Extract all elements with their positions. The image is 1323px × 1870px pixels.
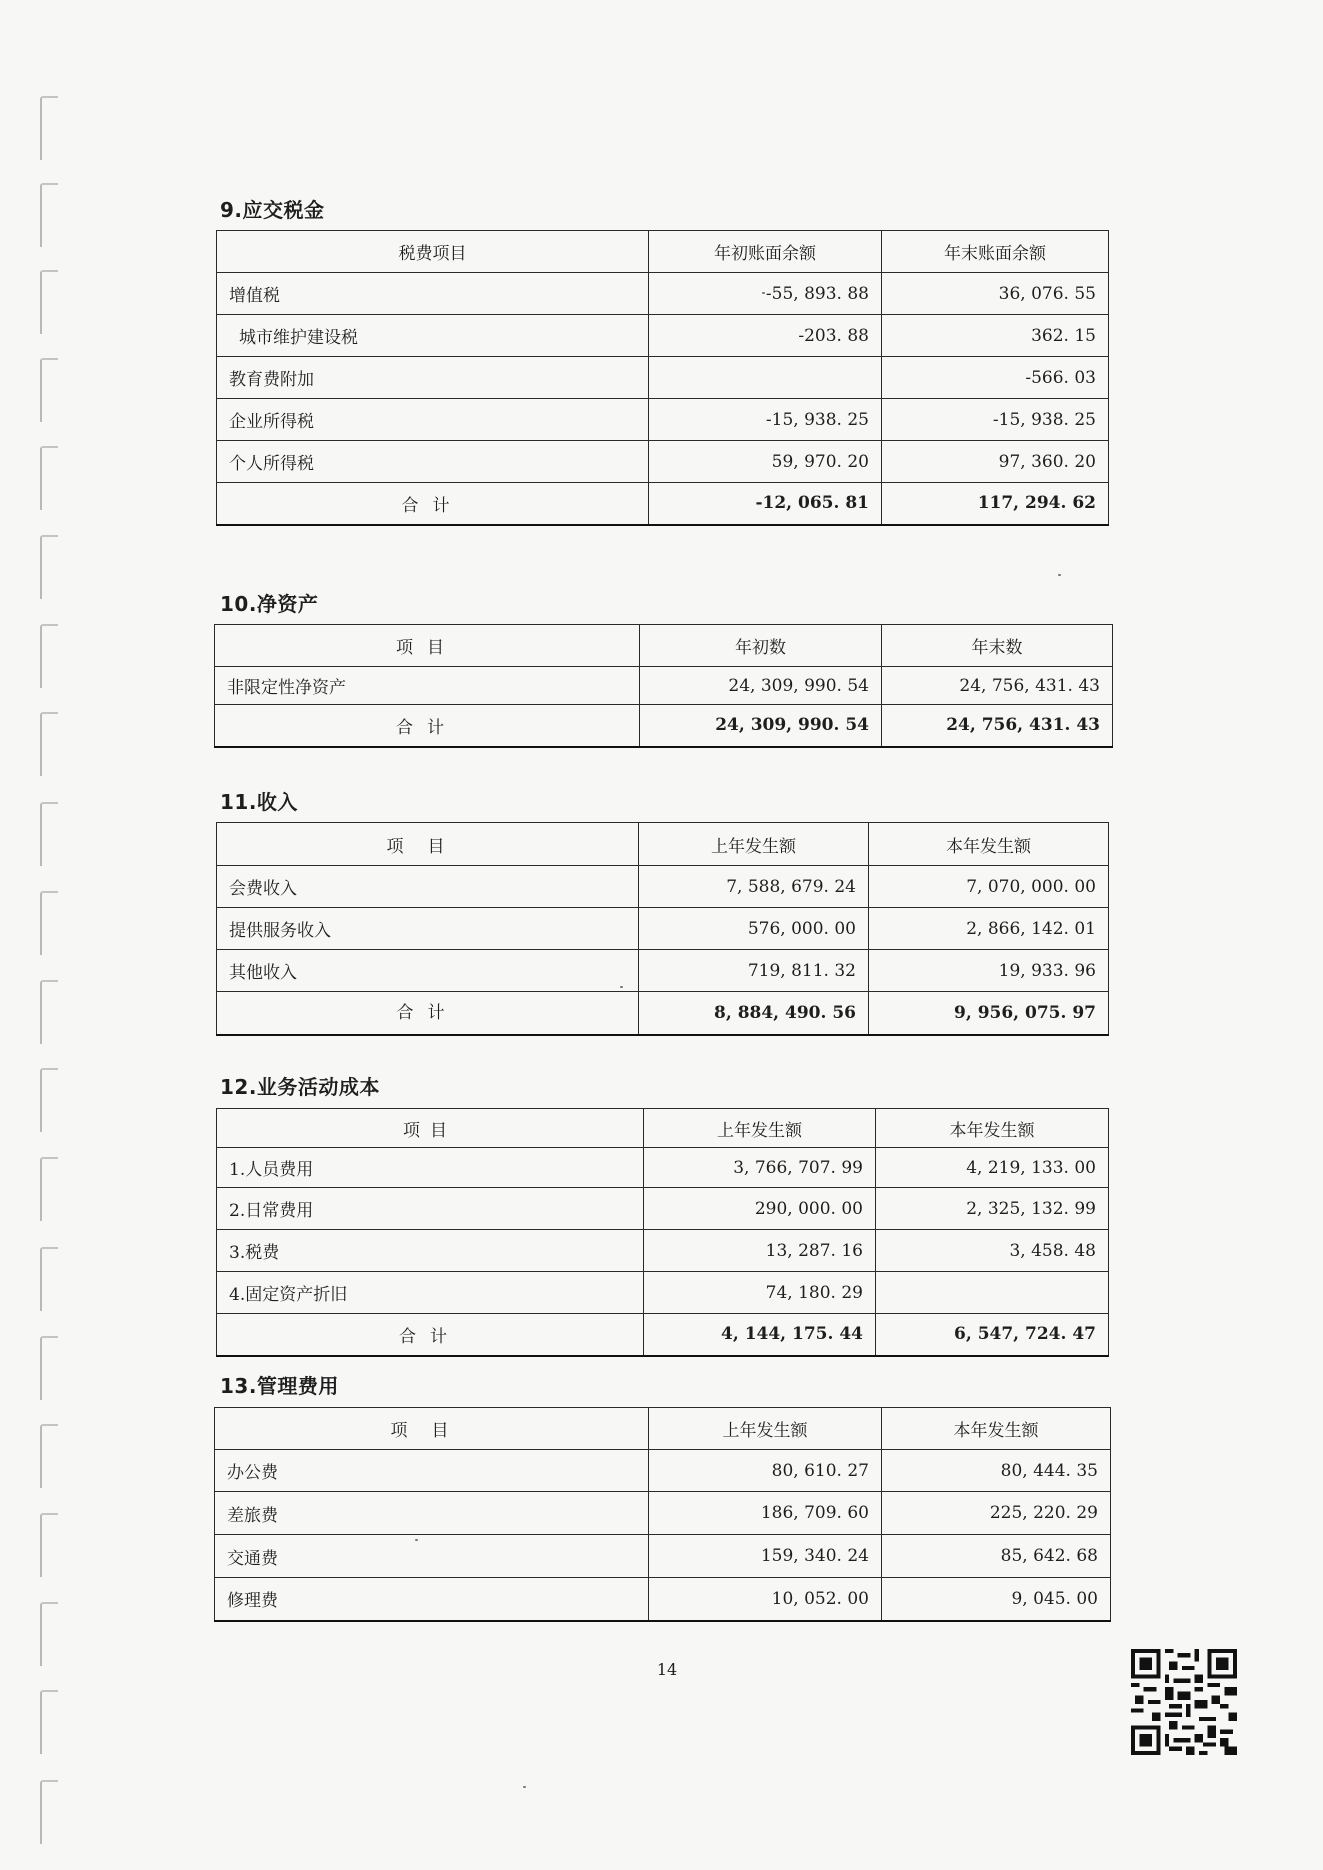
table-row [217, 1230, 1109, 1272]
prev-year-value: 74, 180. 29 [644, 1272, 876, 1314]
scan-speck [762, 292, 765, 294]
table-row [215, 1535, 1111, 1578]
total-prev-year-value: 4, 144, 175. 44 [644, 1314, 876, 1356]
column-header: 本年发生额 [882, 1408, 1111, 1450]
income-table [216, 822, 1109, 1036]
column-header: 税费项目 [217, 231, 649, 273]
total-end-value: 24, 756, 431. 43 [882, 705, 1113, 747]
section-title-activity-cost: 12.业务活动成本 [220, 1075, 380, 1099]
table-header-row [215, 1408, 1111, 1450]
row-label: 企业所得税 [217, 399, 649, 441]
total-curr-year-value: 9, 956, 075. 97 [869, 992, 1109, 1035]
total-row [215, 705, 1113, 747]
table-row [217, 1148, 1109, 1188]
column-header: 年末账面余额 [882, 231, 1109, 273]
row-label: 城市维护建设税 [217, 315, 649, 357]
scan-speck [523, 1786, 526, 1788]
column-header: 年初数 [640, 625, 882, 667]
scan-speck [415, 1539, 418, 1541]
binding-hole [40, 1602, 58, 1666]
binding-hole [40, 1690, 58, 1754]
curr-year-value: 225, 220. 29 [882, 1492, 1111, 1535]
table-row [217, 950, 1109, 992]
table-header-row [217, 1109, 1109, 1148]
row-label: 1.人员费用 [217, 1148, 644, 1188]
table-row [217, 908, 1109, 950]
curr-year-value: 9, 045. 00 [882, 1578, 1111, 1621]
row-label: 3.税费 [217, 1230, 644, 1272]
curr-year-value: 4, 219, 133. 00 [876, 1148, 1109, 1188]
end-value: 362. 15 [882, 315, 1109, 357]
section-title-net-assets: 10.净资产 [220, 592, 319, 616]
total-begin-value: -12, 065. 81 [649, 483, 882, 525]
taxes-table [216, 230, 1109, 526]
admin-expense-table [214, 1407, 1111, 1622]
begin-value: -203. 88 [649, 315, 882, 357]
total-row [217, 1314, 1109, 1356]
column-header: 年末数 [882, 625, 1113, 667]
prev-year-value: 10, 052. 00 [649, 1578, 882, 1621]
binding-hole [40, 1247, 58, 1311]
binding-hole [40, 1780, 58, 1844]
table-row [217, 441, 1109, 483]
end-value: -15, 938. 25 [882, 399, 1109, 441]
table-row [217, 399, 1109, 441]
row-label: 差旅费 [215, 1492, 649, 1535]
row-label: 会费收入 [217, 866, 639, 908]
row-label: 4.固定资产折旧 [217, 1272, 644, 1314]
column-header: 上年发生额 [644, 1109, 876, 1148]
binding-hole [40, 446, 58, 510]
prev-year-value: 576, 000. 00 [639, 908, 869, 950]
column-header: 项目 [215, 1408, 649, 1450]
table-header-row [217, 823, 1109, 866]
total-row [217, 483, 1109, 525]
binding-hole [40, 1424, 58, 1488]
table-row [217, 315, 1109, 357]
prev-year-value: 290, 000. 00 [644, 1188, 876, 1230]
row-label: 交通费 [215, 1535, 649, 1578]
page-number: 14 [656, 1660, 678, 1679]
curr-year-value: 80, 444. 35 [882, 1450, 1111, 1492]
binding-hole [40, 270, 58, 334]
end-value: 97, 360. 20 [882, 441, 1109, 483]
table-row [217, 273, 1109, 315]
prev-year-value: 7, 588, 679. 24 [639, 866, 869, 908]
curr-year-value: 2, 325, 132. 99 [876, 1188, 1109, 1230]
row-label: 个人所得税 [217, 441, 649, 483]
total-curr-year-value: 6, 547, 724. 47 [876, 1314, 1109, 1356]
binding-margin [40, 0, 62, 1870]
begin-value: 24, 309, 990. 54 [640, 667, 882, 705]
row-label: 其他收入 [217, 950, 639, 992]
binding-hole [40, 712, 58, 776]
row-label: 2.日常费用 [217, 1188, 644, 1230]
table-row [217, 1188, 1109, 1230]
table-row [215, 1492, 1111, 1535]
curr-year-value [876, 1272, 1109, 1314]
table-row [215, 667, 1113, 705]
end-value: -566. 03 [882, 357, 1109, 399]
binding-hole [40, 624, 58, 688]
table-row [217, 357, 1109, 399]
prev-year-value: 719, 811. 32 [639, 950, 869, 992]
total-row [217, 992, 1109, 1035]
prev-year-value: 3, 766, 707. 99 [644, 1148, 876, 1188]
column-header: 本年发生额 [876, 1109, 1109, 1148]
binding-hole [40, 535, 58, 599]
qr-code-icon [1131, 1649, 1237, 1755]
section-title-admin-expense: 13.管理费用 [220, 1374, 339, 1398]
column-header: 年初账面余额 [649, 231, 882, 273]
binding-hole [40, 183, 58, 247]
curr-year-value: 2, 866, 142. 01 [869, 908, 1109, 950]
total-begin-value: 24, 309, 990. 54 [640, 705, 882, 747]
activity-cost-table [216, 1108, 1109, 1357]
table-row [217, 866, 1109, 908]
prev-year-value: 159, 340. 24 [649, 1535, 882, 1578]
column-header: 上年发生额 [639, 823, 869, 866]
curr-year-value: 3, 458. 48 [876, 1230, 1109, 1272]
curr-year-value: 85, 642. 68 [882, 1535, 1111, 1578]
end-value: 36, 076. 55 [882, 273, 1109, 315]
binding-hole [40, 1336, 58, 1400]
table-row [215, 1578, 1111, 1621]
column-header: 上年发生额 [649, 1408, 882, 1450]
total-label: 合计 [217, 1314, 644, 1356]
table-row [215, 1450, 1111, 1492]
row-label: 教育费附加 [217, 357, 649, 399]
total-end-value: 117, 294. 62 [882, 483, 1109, 525]
prev-year-value: 186, 709. 60 [649, 1492, 882, 1535]
scan-speck [620, 986, 623, 988]
binding-hole [40, 1157, 58, 1221]
begin-value [649, 357, 882, 399]
binding-hole [40, 980, 58, 1044]
row-label: 提供服务收入 [217, 908, 639, 950]
total-label: 合计 [217, 483, 649, 525]
table-header-row [215, 625, 1113, 667]
binding-hole [40, 802, 58, 866]
column-header: 项目 [215, 625, 640, 667]
curr-year-value: 7, 070, 000. 00 [869, 866, 1109, 908]
column-header: 项目 [217, 823, 639, 866]
column-header: 本年发生额 [869, 823, 1109, 866]
section-title-taxes: 9.应交税金 [220, 198, 325, 222]
binding-hole [40, 891, 58, 955]
prev-year-value: 80, 610. 27 [649, 1450, 882, 1492]
total-prev-year-value: 8, 884, 490. 56 [639, 992, 869, 1035]
begin-value: -15, 938. 25 [649, 399, 882, 441]
binding-hole [40, 1068, 58, 1132]
curr-year-value: 19, 933. 96 [869, 950, 1109, 992]
net-assets-table [214, 624, 1113, 748]
binding-hole [40, 358, 58, 422]
begin-value: -55, 893. 88 [649, 273, 882, 315]
total-label: 合计 [215, 705, 640, 747]
begin-value: 59, 970. 20 [649, 441, 882, 483]
table-row [217, 1272, 1109, 1314]
total-label: 合计 [217, 992, 639, 1035]
row-label: 增值税 [217, 273, 649, 315]
binding-hole [40, 1513, 58, 1577]
column-header: 项目 [217, 1109, 644, 1148]
table-header-row [217, 231, 1109, 273]
row-label: 修理费 [215, 1578, 649, 1621]
scan-speck [1058, 574, 1061, 576]
prev-year-value: 13, 287. 16 [644, 1230, 876, 1272]
row-label: 办公费 [215, 1450, 649, 1492]
binding-hole [40, 96, 58, 160]
end-value: 24, 756, 431. 43 [882, 667, 1113, 705]
section-title-income: 11.收入 [220, 790, 298, 814]
row-label: 非限定性净资产 [215, 667, 640, 705]
